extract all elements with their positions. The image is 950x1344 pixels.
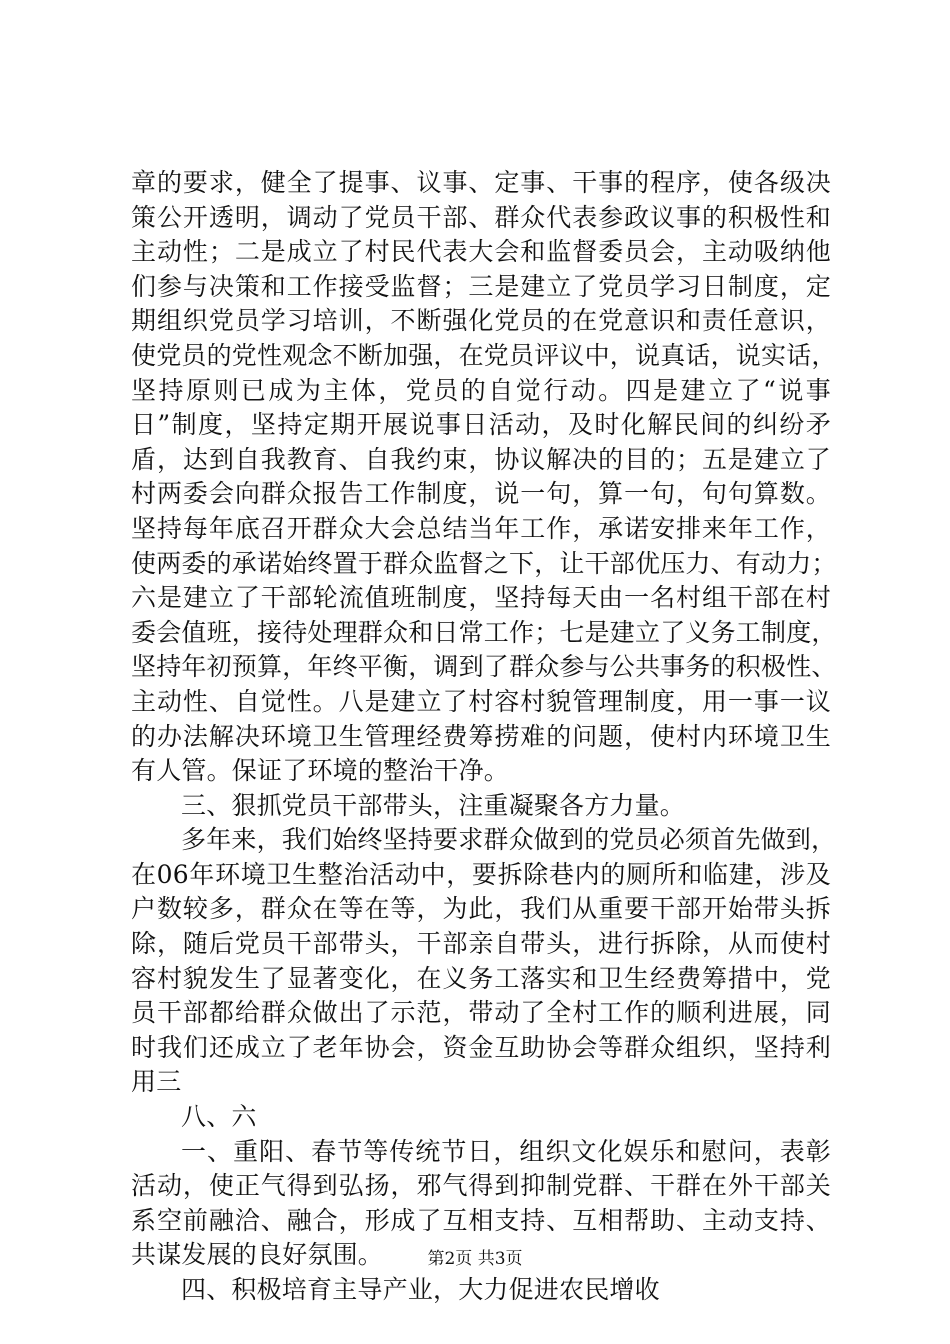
text-line: 主动性、自觉性。八是建立了村容村貌管理制度，用一事一议 — [131, 686, 831, 716]
text-line: 坚持原则已成为主体，党员的自觉行动。四是建立了“说事 — [131, 375, 831, 405]
text-line: 使党员的党性观念不断加强，在党员评议中，说真话，说实话， — [131, 340, 837, 370]
text-line: 容村貌发生了显著变化，在义务工落实和卫生经费筹措中，党 — [131, 963, 831, 993]
text-line: 坚持年初预算，年终平衡，调到了群众参与公共事务的积极性、 — [131, 652, 837, 682]
text-line: 委会值班，接待处理群众和日常工作；七是建立了义务工制度， — [131, 617, 837, 647]
text-line: 在06年环境卫生整治活动中，要拆除巷内的厕所和临建，涉及 — [131, 859, 831, 889]
text-line: 系空前融洽、融合，形成了互相支持、互相帮助、主动支持、 — [131, 1205, 831, 1235]
text-line: 员干部都给群众做出了示范，带动了全村工作的顺利进展，同 — [131, 998, 831, 1028]
text-line: 八、六 — [181, 1102, 257, 1132]
text-line: 使两委的承诺始终置于群众监督之下，让干部优压力、有动力； — [131, 548, 837, 578]
text-line: 三、狠抓党员干部带头，注重凝聚各方力量。 — [181, 790, 686, 820]
text-line: 策公开透明，调动了党员干部、群众代表参政议事的积极性和 — [131, 202, 831, 232]
text-line: 除，随后党员干部带头，干部亲自带头，进行拆除，从而使村 — [131, 929, 831, 959]
text-line: 的办法解决环境卫生管理经费筹捞难的问题，使村内环境卫生 — [131, 721, 831, 751]
page-footer: 第2页 共3页 — [427, 1249, 523, 1269]
text-line: 时我们还成立了老年协会，资金互助协会等群众组织，坚持利 — [131, 1032, 831, 1062]
text-line: 有人管。保证了环境的整治干净。 — [131, 756, 510, 786]
text-line: 共谋发展的良好氛围。 — [131, 1240, 384, 1270]
text-line: 坚持每年底召开群众大会总结当年工作，承诺安排来年工作， — [131, 513, 831, 543]
text-line: 四、积极培育主导产业，大力促进农民增收 — [181, 1275, 660, 1304]
text-line: 章的要求，健全了提事、议事、定事、干事的程序，使各级决 — [131, 168, 831, 197]
text-line: 主动性；二是成立了村民代表大会和监督委员会，主动吸纳他 — [131, 237, 831, 267]
text-line: 用三 — [131, 1067, 182, 1097]
text-line: 多年来，我们始终坚持要求群众做到的党员必须首先做到， — [181, 825, 837, 855]
text-line: 一、重阳、春节等传统节日，组织文化娱乐和慰问，表彰 — [181, 1136, 831, 1166]
text-line: 村两委会向群众报告工作制度，说一句，算一句，句句算数。 — [131, 479, 831, 509]
text-line: 六是建立了干部轮流值班制度，坚持每天由一名村组干部在村 — [131, 583, 831, 613]
text-line: 活动，使正气得到弘扬，邪气得到抑制党群、干群在外干部关 — [131, 1171, 831, 1201]
text-line: 期组织党员学习培训，不断强化党员的在党意识和责任意识， — [131, 306, 831, 336]
text-line: 户数较多，群众在等在等，为此，我们从重要干部开始带头拆 — [131, 894, 831, 924]
document-body — [131, 166, 837, 1308]
text-line: 盾，达到自我教育、自我约束，协议解决的目的；五是建立了 — [131, 444, 831, 474]
text-line: 日”制度，坚持定期开展说事日活动，及时化解民间的纠纷矛 — [131, 410, 831, 440]
text-line: 们参与决策和工作接受监督；三是建立了党员学习日制度，定 — [131, 271, 831, 301]
